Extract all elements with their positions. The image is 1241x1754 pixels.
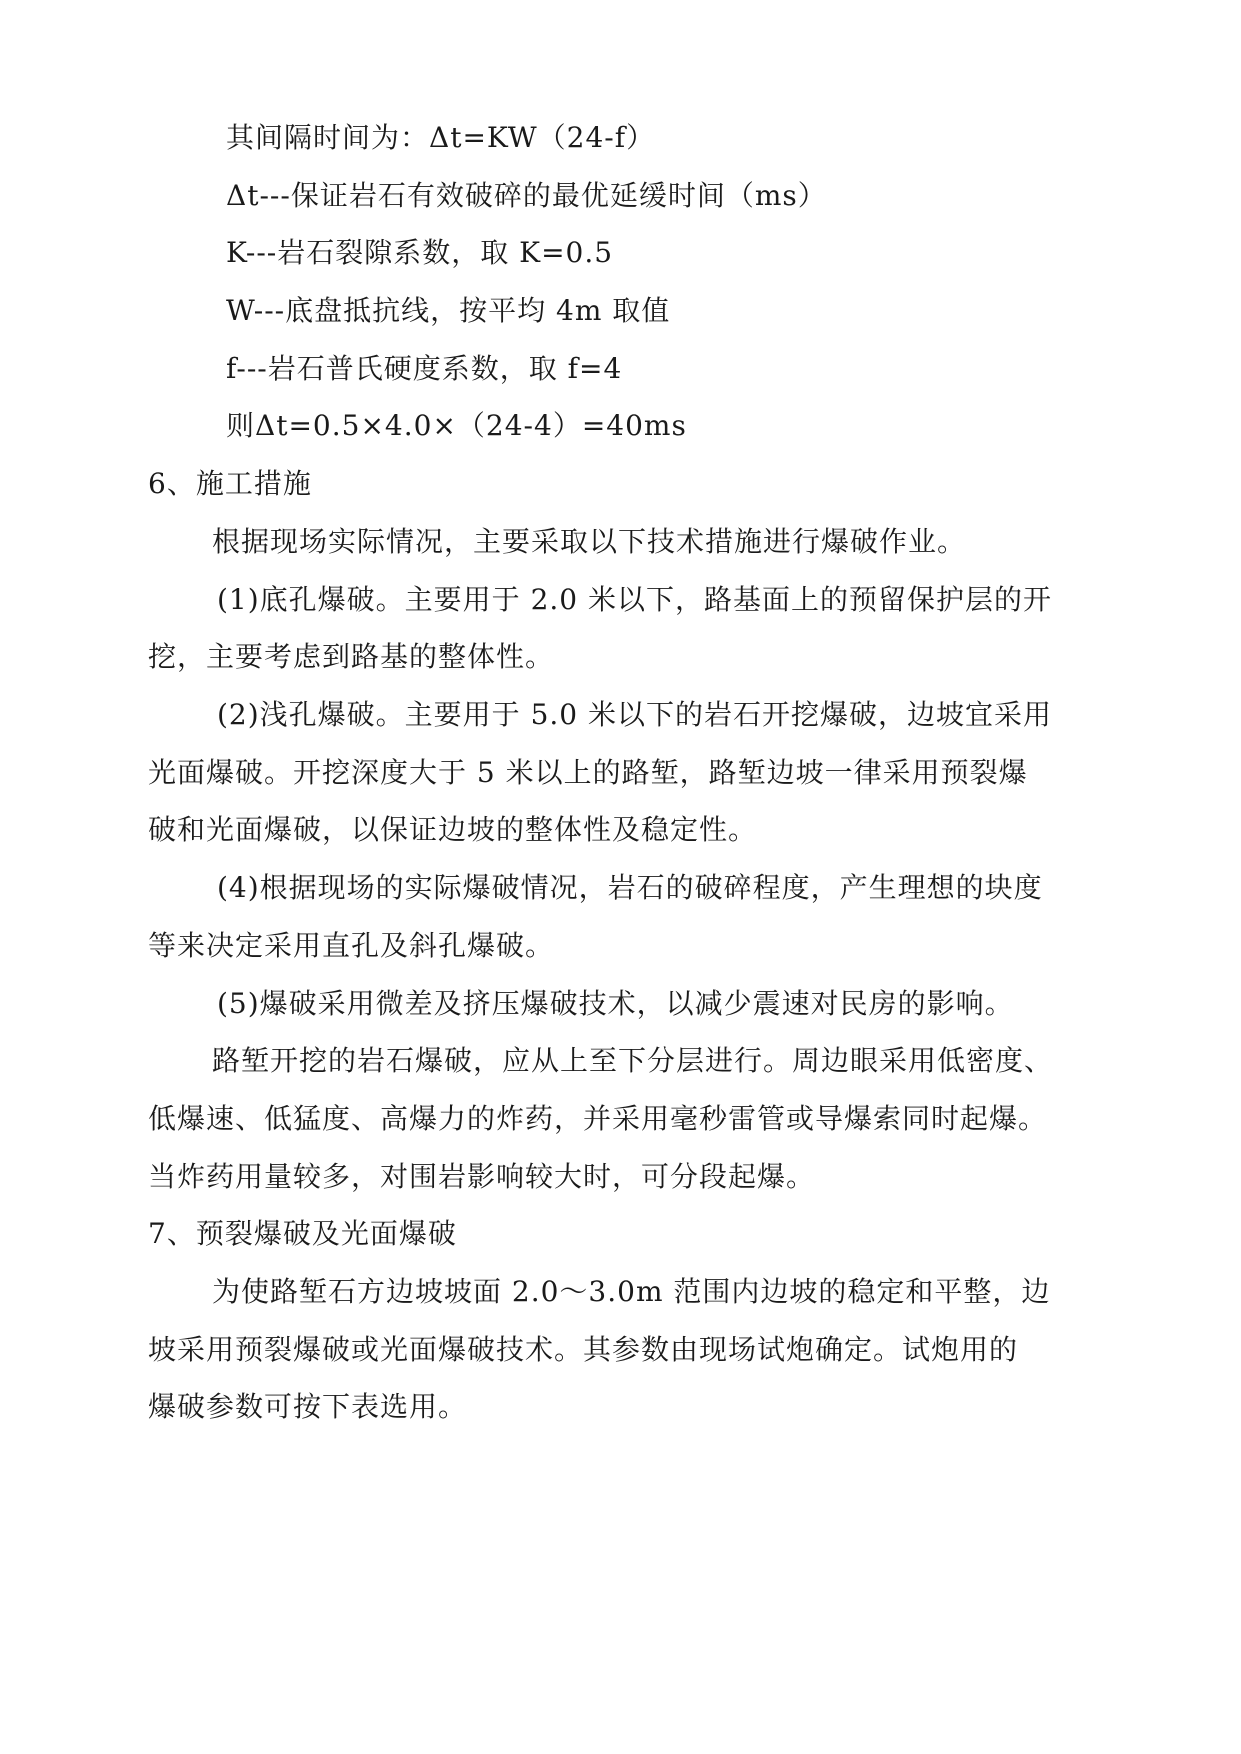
- formula-w: W---底盘抵抗线，按平均 4m 取值: [226, 294, 671, 327]
- formula-delta-t: Δt---保证岩石有效破碎的最优延缓时间（ms）: [226, 179, 827, 212]
- section-6-heading: 6、施工措施: [148, 467, 312, 500]
- item-1-line-1: (1)底孔爆破。主要用于 2.0 米以下，路基面上的预留保护层的开: [217, 583, 1052, 616]
- formula-k: K---岩石裂隙系数，取 K=0.5: [226, 236, 614, 269]
- section-6-para-line-3: 当炸药用量较多，对围岩影响较大时，可分段起爆。: [148, 1160, 816, 1193]
- item-1-line-2: 挖，主要考虑到路基的整体性。: [148, 640, 555, 673]
- section-6-intro: 根据现场实际情况，主要采取以下技术措施进行爆破作业。: [212, 525, 967, 558]
- item-4-line-2: 等来决定采用直孔及斜孔爆破。: [148, 929, 555, 962]
- section-7-para-line-3: 爆破参数可按下表选用。: [148, 1390, 468, 1423]
- item-4-line-1: (4)根据现场的实际爆破情况，岩石的破碎程度，产生理想的块度: [217, 871, 1043, 904]
- item-2-line-2: 光面爆破。开挖深度大于 5 米以上的路堑，路堑边坡一律采用预裂爆: [148, 756, 1028, 789]
- section-7-para-line-2: 坡采用预裂爆破或光面爆破技术。其参数由现场试炮确定。试炮用的: [148, 1333, 1019, 1366]
- formula-f: f---岩石普氏硬度系数，取 f=4: [226, 352, 623, 385]
- item-2-line-3: 破和光面爆破，以保证边坡的整体性及稳定性。: [148, 813, 758, 846]
- section-6-para-line-2: 低爆速、低猛度、高爆力的炸药，并采用毫秒雷管或导爆索同时起爆。: [148, 1102, 1048, 1135]
- formula-result: 则Δt=0.5×4.0×（24-4）=40ms: [226, 409, 687, 442]
- formula-interval: 其间隔时间为：Δt=KW（24-f）: [226, 121, 656, 154]
- item-2-line-1: (2)浅孔爆破。主要用于 5.0 米以下的岩石开挖爆破，边坡宜采用: [217, 698, 1052, 731]
- section-7-heading: 7、预裂爆破及光面爆破: [148, 1217, 457, 1250]
- section-6-para-line-1: 路堑开挖的岩石爆破，应从上至下分层进行。周边眼采用低密度、: [212, 1044, 1054, 1077]
- item-5: (5)爆破采用微差及挤压爆破技术，以减少震速对民房的影响。: [217, 987, 1014, 1020]
- section-7-para-line-1: 为使路堑石方边坡坡面 2.0～3.0m 范围内边坡的稳定和平整，边: [212, 1275, 1051, 1308]
